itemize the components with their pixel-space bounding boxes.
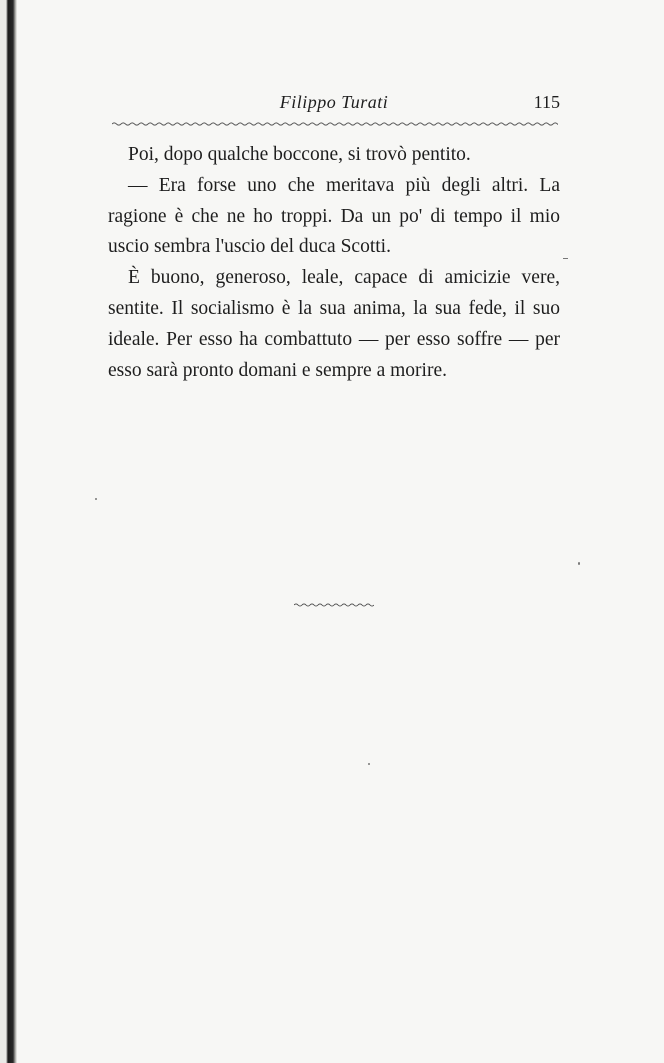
body-text bbox=[108, 140, 560, 386]
paper-speck bbox=[95, 498, 97, 500]
paper-speck bbox=[368, 763, 370, 765]
running-title: Filippo Turati bbox=[279, 92, 389, 112]
paragraph-1: Poi, dopo qualche boccone, si trovò pentito. bbox=[128, 144, 471, 165]
paragraph-3: È buono, generoso, leale, capace di amicizie vere, sentite. Il socialismo è la sua anima, la sua fede, il suo ideale. Per esso ha combattuto — per esso soffre — per esso sarà pronto domani e sempre a morire. bbox=[108, 267, 560, 381]
page-header bbox=[108, 92, 560, 118]
page-number: 115 bbox=[533, 92, 560, 112]
paper-speck bbox=[563, 258, 568, 259]
paper-speck bbox=[578, 562, 580, 565]
paragraph-2: — Era forse uno che meritava più degli altri. La ragione è che ne ho troppi. Da un po' di tempo il mio uscio sembra l'uscio del duca Scotti. bbox=[108, 174, 560, 258]
header-wavy-rule bbox=[112, 118, 558, 130]
page-binding-edge bbox=[0, 0, 17, 1063]
end-flourish-ornament bbox=[294, 600, 374, 610]
